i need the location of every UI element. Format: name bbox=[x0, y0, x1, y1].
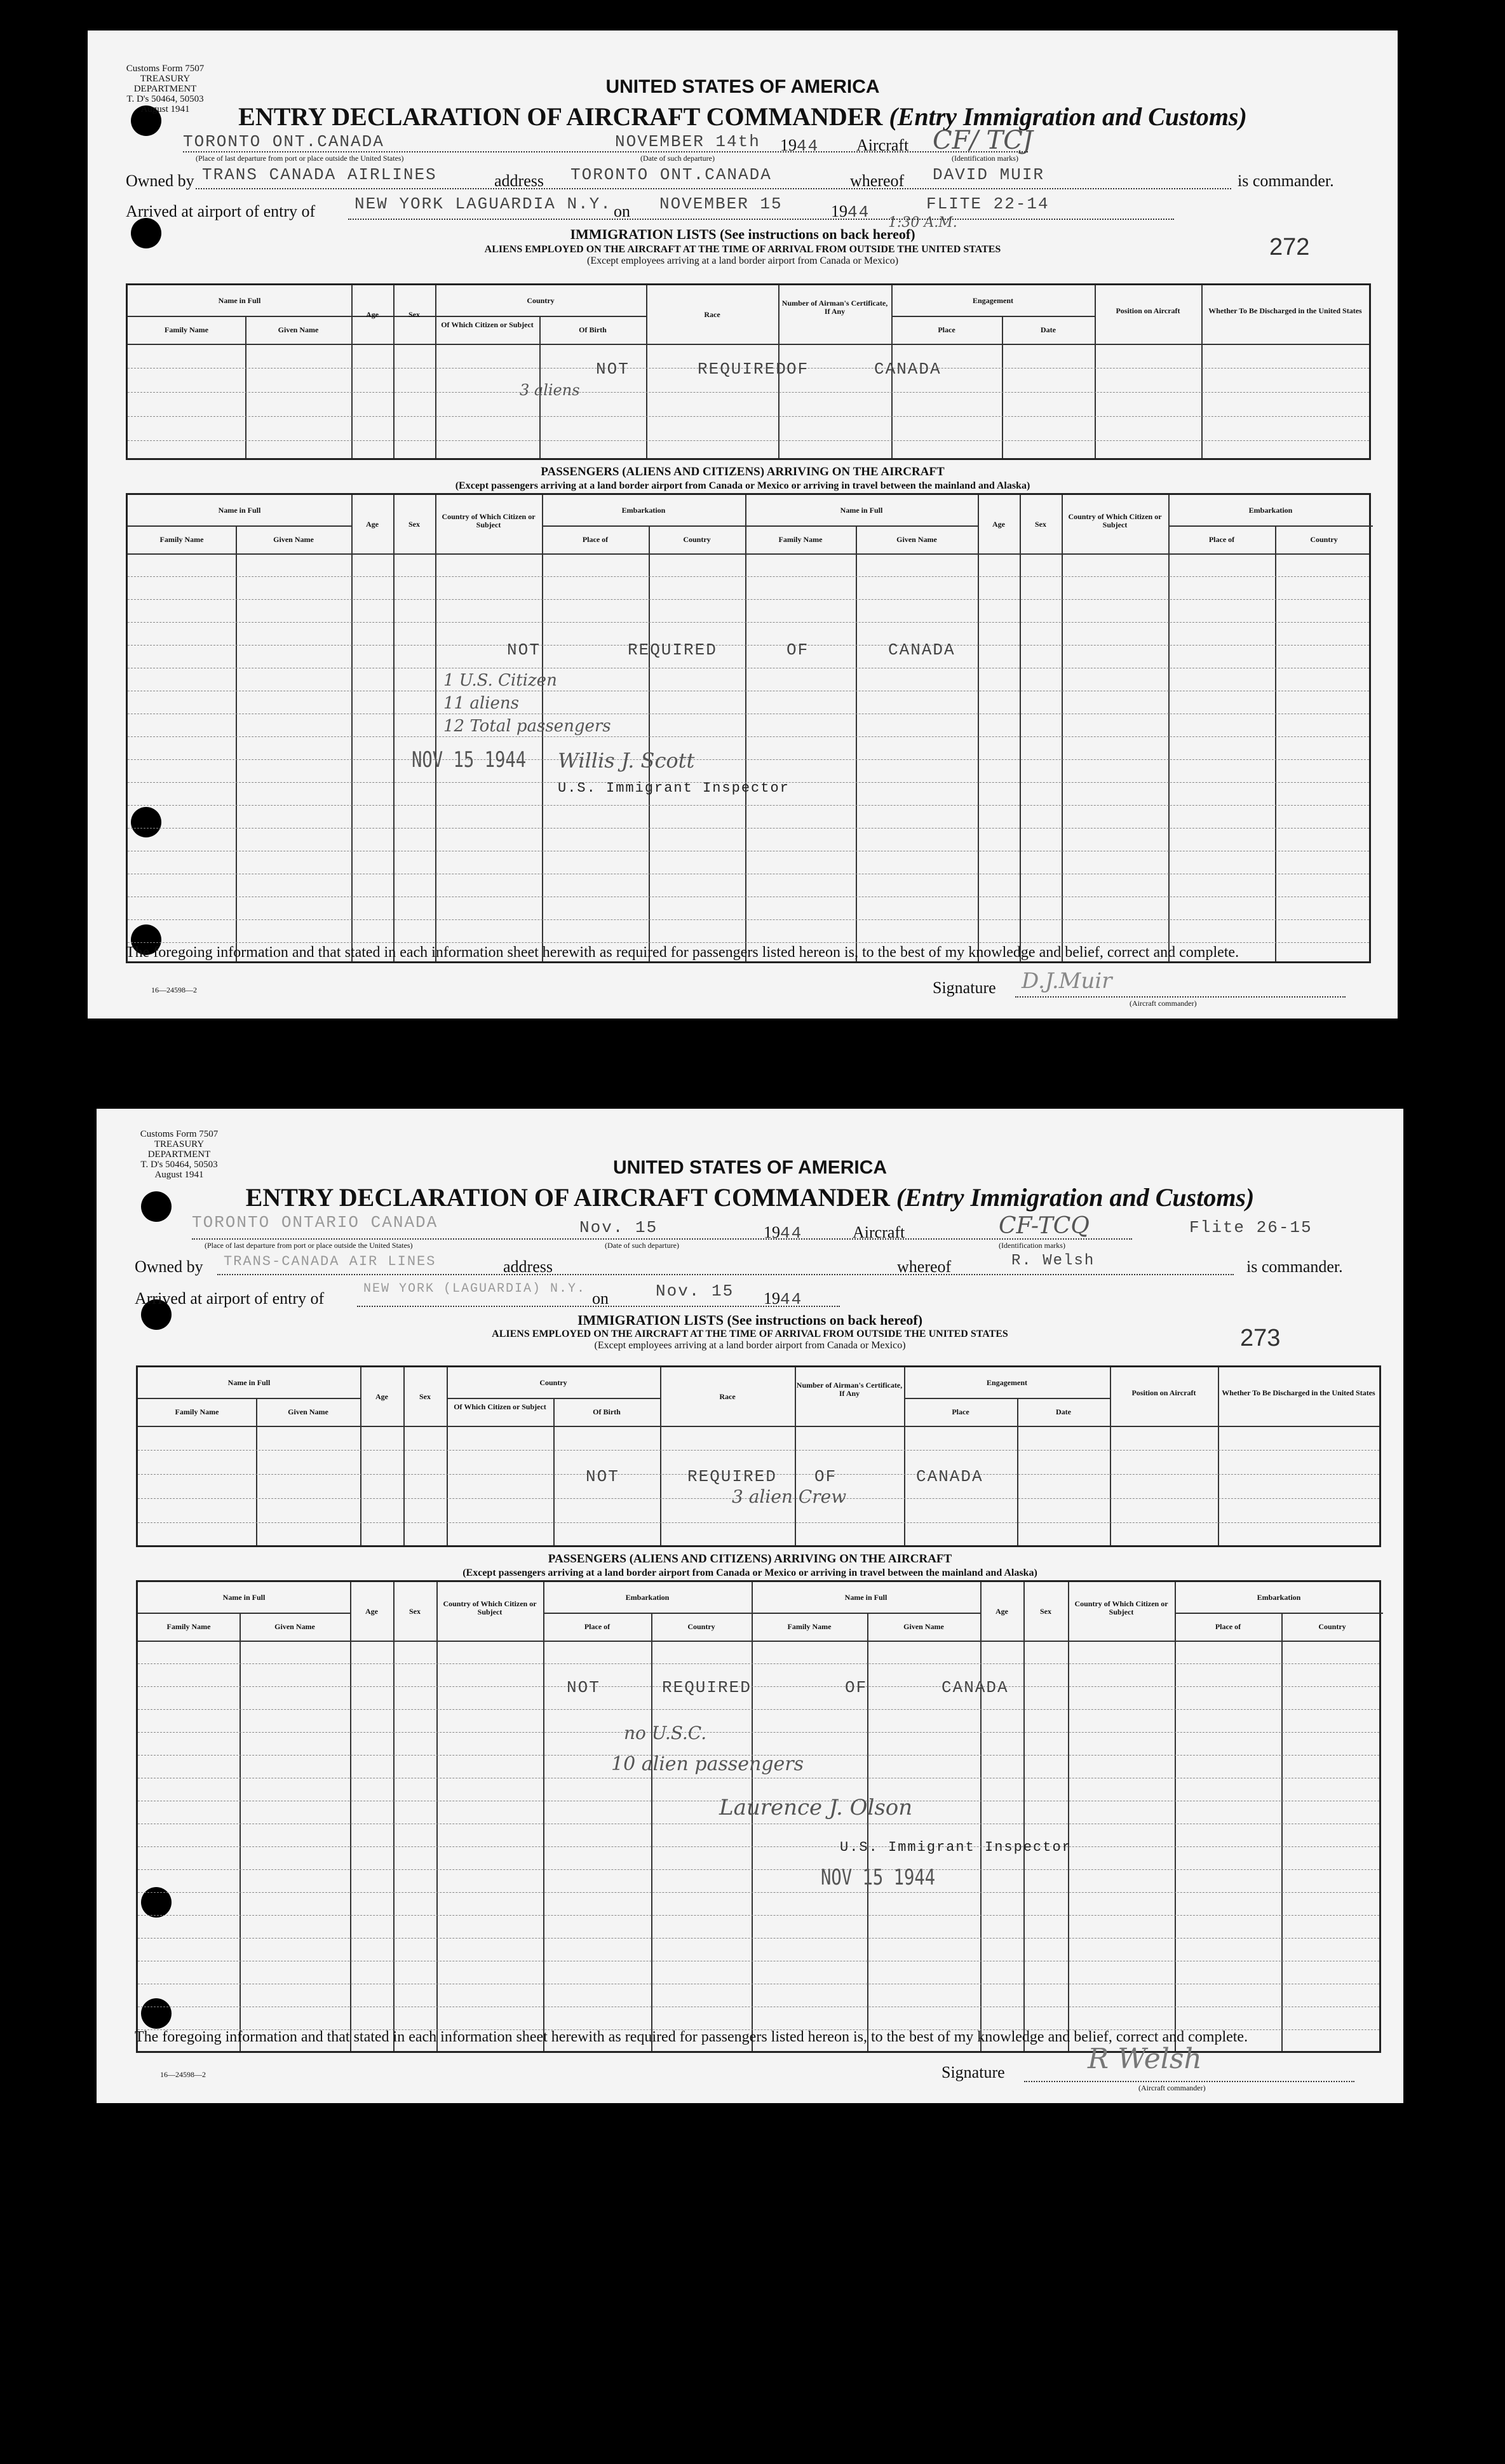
passengers-heading: PASSENGERS (ALIENS AND CITIZENS) ARRIVING ON THE AIRCRAFT bbox=[548, 1552, 952, 1566]
owner: TRANS CANADA AIRLINES bbox=[202, 165, 437, 184]
form-title bbox=[97, 1182, 1403, 1212]
crew-note: 3 alien Crew bbox=[732, 1486, 847, 1507]
col-divider bbox=[1017, 1398, 1018, 1545]
signature-line bbox=[1015, 996, 1346, 998]
is-commander-label: is commander. bbox=[1246, 1257, 1343, 1276]
col-name-in-full: Name in Full bbox=[218, 506, 261, 515]
owner: TRANS-CANADA AIR LINES bbox=[224, 1254, 436, 1269]
col-divider bbox=[1068, 1582, 1069, 2051]
col-certificate: Number of Airman's Certificate, If Any bbox=[796, 1381, 903, 1398]
form-number: Customs Form 7507 bbox=[140, 1129, 219, 1139]
arrival-year: 44 bbox=[847, 203, 870, 222]
address-label: address bbox=[503, 1257, 553, 1276]
col-divider bbox=[1002, 316, 1003, 458]
col-sex: Sex bbox=[409, 1607, 421, 1616]
col-family-name: Family Name bbox=[778, 535, 823, 544]
date-stamp: NOV 15 1944 bbox=[821, 1865, 936, 1890]
pass-note-aliens: 11 aliens bbox=[443, 694, 519, 713]
pass-typed-of: OF bbox=[845, 1678, 868, 1697]
sheet-number: 273 bbox=[1240, 1325, 1281, 1351]
col-given-name: Given Name bbox=[896, 535, 937, 544]
arrival-date: Nov. 15 bbox=[656, 1282, 734, 1301]
arrival-time: 1:30 A.M. bbox=[888, 215, 957, 231]
data-row bbox=[138, 1450, 1379, 1451]
passengers-heading: PASSENGERS (ALIENS AND CITIZENS) ARRIVING ON THE AIRCRAFT bbox=[541, 465, 945, 478]
aircraft-label: Aircraft bbox=[856, 136, 909, 154]
commander-signature: D.J.Muir bbox=[1022, 968, 1112, 994]
year-label bbox=[780, 136, 819, 156]
arrival-year: 44 bbox=[780, 1290, 803, 1309]
col-divider bbox=[1023, 1582, 1025, 2051]
whereof-label: whereof bbox=[897, 1257, 952, 1276]
col-of-birth: Of Birth bbox=[593, 1407, 621, 1416]
col-country: Country bbox=[1310, 535, 1338, 544]
form-code: 16—24598—2 bbox=[160, 2070, 206, 2079]
pass-typed-canada: CANADA bbox=[941, 1678, 1009, 1697]
col-discharged: Whether To Be Discharged in the United States bbox=[1208, 306, 1362, 315]
departure-year: 44 bbox=[780, 1224, 803, 1243]
row-divider bbox=[435, 316, 646, 317]
passengers-subheading: (Except passengers arriving at a land border airport from Canada or Mexico or arriving in travel between the mainland and Alaska) bbox=[462, 1567, 1037, 1578]
arrival-flight: FLITE 22-14 bbox=[926, 194, 1049, 213]
pass-note-total: 12 Total passengers bbox=[443, 717, 611, 736]
col-divider bbox=[351, 495, 353, 961]
crew-typed-not: NOT bbox=[596, 360, 630, 379]
col-engagement: Engagement bbox=[973, 296, 1013, 305]
pass-typed-of: OF bbox=[786, 640, 809, 660]
col-divider bbox=[1281, 1613, 1283, 2051]
col-place: Place bbox=[938, 325, 955, 334]
col-divider bbox=[553, 1398, 555, 1545]
col-given-name: Given Name bbox=[903, 1622, 944, 1631]
owner-line bbox=[196, 188, 1231, 189]
row-divider bbox=[1168, 525, 1373, 527]
pass-typed-required: REQUIRED bbox=[662, 1678, 752, 1697]
data-row bbox=[138, 1686, 1379, 1687]
data-row bbox=[128, 622, 1369, 623]
col-citizen-of: Of Which Citizen or Subject bbox=[441, 320, 534, 329]
row-divider bbox=[138, 1613, 350, 1614]
col-name-in-full: Name in Full bbox=[227, 1378, 271, 1387]
col-family-name: Family Name bbox=[159, 535, 204, 544]
aliens-subheading: (Except employees arriving at a land border airport from Canada or Mexico) bbox=[594, 1340, 906, 1351]
row-divider bbox=[904, 1398, 1110, 1399]
col-divider bbox=[447, 1367, 448, 1545]
aircraft-id: CF-TCQ bbox=[999, 1213, 1090, 1239]
data-row bbox=[128, 759, 1369, 760]
row-divider bbox=[891, 316, 1095, 317]
crew-typed-required: REQUIRED bbox=[687, 1467, 777, 1486]
col-family-name: Family Name bbox=[166, 1622, 211, 1631]
col-embarkation: Embarkation bbox=[625, 1593, 670, 1602]
col-divider bbox=[435, 285, 436, 458]
passenger-table bbox=[126, 493, 1371, 963]
col-age: Age bbox=[375, 1392, 388, 1401]
whereof-label: whereof bbox=[850, 172, 905, 190]
col-embarkation: Embarkation bbox=[1248, 506, 1293, 515]
crew-table bbox=[136, 1365, 1381, 1547]
col-of-birth: Of Birth bbox=[579, 325, 607, 334]
pass-typed-not: NOT bbox=[567, 1678, 600, 1697]
aircraft-id: CF/ TCJ bbox=[933, 126, 1033, 155]
row-divider bbox=[128, 553, 1369, 555]
col-divider bbox=[393, 1582, 395, 2051]
crew-typed-canada: CANADA bbox=[874, 360, 941, 379]
col-divider bbox=[543, 1582, 544, 2051]
on-label: on bbox=[614, 202, 630, 220]
col-place-of: Place of bbox=[584, 1622, 611, 1631]
col-date: Date bbox=[1056, 1407, 1071, 1416]
row-divider bbox=[1175, 1613, 1383, 1614]
owner-line bbox=[217, 1274, 1234, 1275]
data-row bbox=[128, 440, 1369, 441]
arrival-date: NOVEMBER 15 bbox=[659, 194, 783, 213]
aircraft-label: Aircraft bbox=[853, 1223, 905, 1242]
col-country: Country bbox=[683, 535, 711, 544]
commander: R. Welsh bbox=[1011, 1252, 1095, 1269]
col-given-name: Given Name bbox=[273, 535, 314, 544]
pass-typed-canada: CANADA bbox=[888, 640, 955, 660]
aircraft-caption: (Identification marks) bbox=[952, 154, 1018, 163]
title-plain: ENTRY DECLARATION OF AIRCRAFT COMMANDER bbox=[238, 102, 889, 131]
col-place: Place bbox=[952, 1407, 969, 1416]
aircraft-caption: (Identification marks) bbox=[999, 1241, 1065, 1250]
arrival-airport: NEW YORK LAGUARDIA N.Y. bbox=[354, 194, 612, 213]
col-name-in-full: Name in Full bbox=[840, 506, 883, 515]
col-sex: Sex bbox=[1040, 1607, 1051, 1616]
col-place-of: Place of bbox=[1208, 535, 1235, 544]
data-row bbox=[138, 1892, 1379, 1893]
row-divider bbox=[138, 1641, 1379, 1642]
commander-signature: R Welsh bbox=[1088, 2043, 1202, 2075]
aliens-heading: ALIENS EMPLOYED ON THE AIRCRAFT AT THE TIME OF ARRIVAL FROM OUTSIDE THE UNITED STATES bbox=[492, 1329, 1008, 1339]
crew-typed-of: OF bbox=[786, 360, 809, 379]
col-given-name: Given Name bbox=[288, 1407, 328, 1416]
data-row bbox=[128, 942, 1369, 943]
col-certificate: Number of Airman's Certificate, If Any bbox=[781, 299, 888, 316]
form-title bbox=[88, 102, 1398, 132]
country-heading: UNITED STATES OF AMERICA bbox=[605, 76, 880, 97]
pass-typed-not: NOT bbox=[507, 640, 541, 660]
col-name-in-full: Name in Full bbox=[222, 1593, 266, 1602]
signature-label: Signature bbox=[941, 2063, 1005, 2082]
data-row bbox=[128, 599, 1369, 600]
form-date: August 1941 bbox=[154, 1170, 204, 1180]
data-row bbox=[138, 1938, 1379, 1939]
data-row bbox=[138, 1732, 1379, 1733]
row-divider bbox=[745, 525, 978, 527]
col-name-in-full: Name in Full bbox=[218, 296, 261, 305]
year-prefix: 19 bbox=[831, 202, 847, 220]
data-row bbox=[138, 1869, 1379, 1870]
departure-year: 44 bbox=[797, 137, 820, 156]
col-embarkation: Embarkation bbox=[1257, 1593, 1301, 1602]
col-country-citizen: Country of Which Citizen or Subject bbox=[443, 1599, 537, 1616]
col-position: Position on Aircraft bbox=[1116, 306, 1180, 315]
col-engagement: Engagement bbox=[987, 1378, 1027, 1387]
crew-note: 3 aliens bbox=[520, 381, 580, 399]
col-country-citizen: Country of Which Citizen or Subject bbox=[1068, 512, 1162, 529]
col-sex: Sex bbox=[1035, 520, 1046, 529]
col-sex: Sex bbox=[408, 520, 420, 529]
immigration-heading: IMMIGRATION LISTS (See instructions on back hereof) bbox=[577, 1312, 923, 1328]
col-citizen-of: Of Which Citizen or Subject bbox=[454, 1402, 546, 1411]
col-name-in-full: Name in Full bbox=[844, 1593, 887, 1602]
footer-statement: The foregoing information and that stated in each information sheet herewith as required for passengers listed hereon is, to the best of my knowledge and belief, correct and complete. bbox=[135, 2029, 1248, 2045]
col-place-of: Place of bbox=[1215, 1622, 1241, 1631]
col-age: Age bbox=[995, 1607, 1008, 1616]
row-divider bbox=[752, 1613, 980, 1614]
col-discharged: Whether To Be Discharged in the United States bbox=[1222, 1388, 1375, 1397]
col-divider bbox=[435, 495, 436, 961]
col-country: Country bbox=[527, 296, 555, 305]
col-country: Country bbox=[539, 1378, 567, 1387]
col-sex: Sex bbox=[419, 1392, 431, 1401]
treasury-decisions: T. D's 50464, 50503 bbox=[140, 1160, 218, 1170]
col-given-name: Given Name bbox=[278, 325, 319, 334]
data-row bbox=[138, 1915, 1379, 1916]
data-row bbox=[128, 805, 1369, 806]
pass-note-aliens: 10 alien passengers bbox=[611, 1753, 804, 1775]
col-family-name: Family Name bbox=[175, 1407, 219, 1416]
departure-place-caption: (Place of last departure from port or place outside the United States) bbox=[196, 154, 404, 163]
data-row bbox=[128, 576, 1369, 577]
year-label bbox=[764, 1223, 802, 1243]
country-heading: UNITED STATES OF AMERICA bbox=[612, 1157, 887, 1178]
col-country-citizen: Country of Which Citizen or Subject bbox=[1074, 1599, 1168, 1616]
form-date: August 1941 bbox=[140, 104, 190, 114]
col-divider bbox=[1062, 495, 1063, 961]
passengers-subheading: (Except passengers arriving at a land border airport from Canada or Mexico or arriving in travel between the mainland and Alaska) bbox=[455, 480, 1030, 491]
data-row bbox=[138, 1709, 1379, 1710]
col-divider bbox=[1020, 495, 1021, 961]
arrival-line bbox=[348, 219, 1174, 220]
aliens-heading: ALIENS EMPLOYED ON THE AIRCRAFT AT THE TIME OF ARRIVAL FROM OUTSIDE THE UNITED STATES bbox=[484, 244, 1001, 255]
data-row bbox=[138, 1846, 1379, 1847]
col-country: Country bbox=[687, 1622, 715, 1631]
col-divider bbox=[1168, 495, 1170, 961]
pass-note-citizens: 1 U.S. Citizen bbox=[443, 671, 557, 690]
entry-declaration-form-2 bbox=[97, 1109, 1403, 2103]
arrival-line bbox=[357, 1306, 840, 1307]
aliens-subheading: (Except employees arriving at a land border airport from Canada or Mexico) bbox=[586, 255, 899, 266]
col-given-name: Given Name bbox=[274, 1622, 315, 1631]
col-age: Age bbox=[366, 310, 379, 319]
departure-date: NOVEMBER 14th bbox=[615, 132, 760, 151]
address: TORONTO ONT.CANADA bbox=[570, 165, 772, 184]
col-family-name: Family Name bbox=[165, 325, 208, 334]
commander: DAVID MUIR bbox=[933, 165, 1045, 184]
department: TREASURY DEPARTMENT bbox=[147, 1139, 211, 1160]
departure-place-caption: (Place of last departure from port or place outside the United States) bbox=[205, 1241, 413, 1250]
inspector-title: U.S. Immigrant Inspector bbox=[840, 1839, 1072, 1855]
owned-by-label: Owned by bbox=[126, 172, 194, 190]
treasury-decisions: T. D's 50464, 50503 bbox=[126, 94, 204, 104]
data-row bbox=[128, 645, 1369, 646]
col-divider bbox=[350, 1582, 351, 2051]
departure-place: TORONTO ONT.CANADA bbox=[183, 132, 384, 151]
footer-statement: The foregoing information and that stated in each information sheet herewith as required for passengers listed hereon is, to the best of my knowledge and belief, correct and complete. bbox=[126, 944, 1239, 961]
signature-line bbox=[1024, 2081, 1354, 2082]
owned-by-label: Owned by bbox=[135, 1257, 203, 1276]
col-divider bbox=[393, 495, 395, 961]
inspector-signature: Laurence J. Olson bbox=[719, 1795, 913, 1820]
pass-note-citizens: no U.S.C. bbox=[624, 1723, 707, 1743]
row-divider bbox=[542, 525, 745, 527]
pass-typed-required: REQUIRED bbox=[628, 640, 717, 660]
col-age: Age bbox=[365, 1607, 378, 1616]
department: TREASURY DEPARTMENT bbox=[133, 74, 197, 94]
data-row bbox=[138, 1522, 1379, 1523]
crew-typed-canada: CANADA bbox=[916, 1467, 983, 1486]
row-divider bbox=[447, 1398, 660, 1399]
departure-line bbox=[192, 1238, 1132, 1240]
row-divider bbox=[138, 1398, 360, 1399]
row-divider bbox=[128, 344, 1369, 345]
col-divider bbox=[256, 1398, 257, 1545]
col-date: Date bbox=[1041, 325, 1056, 334]
departure-date-caption: (Date of such departure) bbox=[640, 154, 715, 163]
col-divider bbox=[1175, 1582, 1176, 2051]
col-position: Position on Aircraft bbox=[1131, 1388, 1196, 1397]
title-italic: (Entry Immigration and Customs) bbox=[896, 1183, 1255, 1212]
row-divider bbox=[138, 1426, 1379, 1427]
departure-place: TORONTO ONTARIO CANADA bbox=[192, 1213, 438, 1232]
entry-declaration-form-1 bbox=[88, 30, 1398, 1019]
row-divider bbox=[543, 1613, 752, 1614]
col-divider bbox=[978, 495, 979, 961]
address-label: address bbox=[494, 172, 544, 190]
is-commander-label: is commander. bbox=[1238, 172, 1334, 190]
year-prefix: 19 bbox=[764, 1289, 780, 1308]
signature-label: Signature bbox=[933, 978, 996, 997]
form-number: Customs Form 7507 bbox=[126, 64, 205, 74]
col-divider bbox=[745, 495, 746, 961]
inspector-title: U.S. Immigrant Inspector bbox=[558, 780, 790, 796]
col-divider bbox=[904, 1367, 905, 1545]
date-stamp: NOV 15 1944 bbox=[412, 747, 527, 773]
arrived-label: Arrived at airport of entry of bbox=[135, 1289, 325, 1308]
immigration-heading: IMMIGRATION LISTS (See instructions on back hereof) bbox=[570, 226, 915, 242]
col-sex: Sex bbox=[408, 310, 420, 319]
departure-line bbox=[183, 151, 1028, 152]
col-divider bbox=[245, 316, 246, 458]
col-divider bbox=[980, 1582, 982, 2051]
departure-date-caption: (Date of such departure) bbox=[605, 1241, 679, 1250]
row-divider bbox=[128, 525, 351, 527]
crew-typed-not: NOT bbox=[586, 1467, 619, 1486]
col-divider bbox=[436, 1582, 438, 2051]
signature-caption: (Aircraft commander) bbox=[1138, 2083, 1206, 2092]
crew-typed-required: REQUIRED bbox=[698, 360, 787, 379]
departure-date: Nov. 15 bbox=[579, 1218, 658, 1237]
title-italic: (Entry Immigration and Customs) bbox=[889, 102, 1247, 131]
form-code: 16—24598—2 bbox=[151, 985, 197, 994]
col-embarkation: Embarkation bbox=[621, 506, 666, 515]
col-country: Country bbox=[1318, 1622, 1346, 1631]
data-row bbox=[128, 736, 1369, 737]
col-age: Age bbox=[992, 520, 1005, 529]
col-race: Race bbox=[719, 1392, 736, 1401]
col-age: Age bbox=[366, 520, 379, 529]
col-divider bbox=[867, 1613, 868, 2051]
year-prefix: 19 bbox=[764, 1223, 780, 1242]
arrived-label: Arrived at airport of entry of bbox=[126, 202, 316, 220]
data-row bbox=[128, 392, 1369, 393]
col-divider bbox=[651, 1613, 652, 2051]
flight-number: Flite 26-15 bbox=[1189, 1218, 1313, 1237]
data-row bbox=[128, 828, 1369, 829]
col-race: Race bbox=[704, 310, 720, 319]
crew-typed-of: OF bbox=[814, 1467, 837, 1486]
year-prefix: 19 bbox=[780, 136, 797, 154]
arrival-airport: NEW YORK (LAGUARDIA) N.Y. bbox=[363, 1282, 586, 1296]
data-row bbox=[128, 919, 1369, 920]
col-family-name: Family Name bbox=[787, 1622, 832, 1631]
col-place-of: Place of bbox=[582, 535, 609, 544]
signature-caption: (Aircraft commander) bbox=[1130, 999, 1197, 1008]
inspector-signature: Willis J. Scott bbox=[558, 748, 695, 773]
data-row bbox=[138, 1663, 1379, 1664]
col-country-citizen: Country of Which Citizen or Subject bbox=[442, 512, 536, 529]
on-label: on bbox=[592, 1289, 609, 1308]
sheet-number: 272 bbox=[1269, 234, 1310, 261]
data-row bbox=[128, 416, 1369, 417]
col-divider bbox=[240, 1613, 241, 2051]
title-plain: ENTRY DECLARATION OF AIRCRAFT COMMANDER bbox=[245, 1183, 896, 1212]
